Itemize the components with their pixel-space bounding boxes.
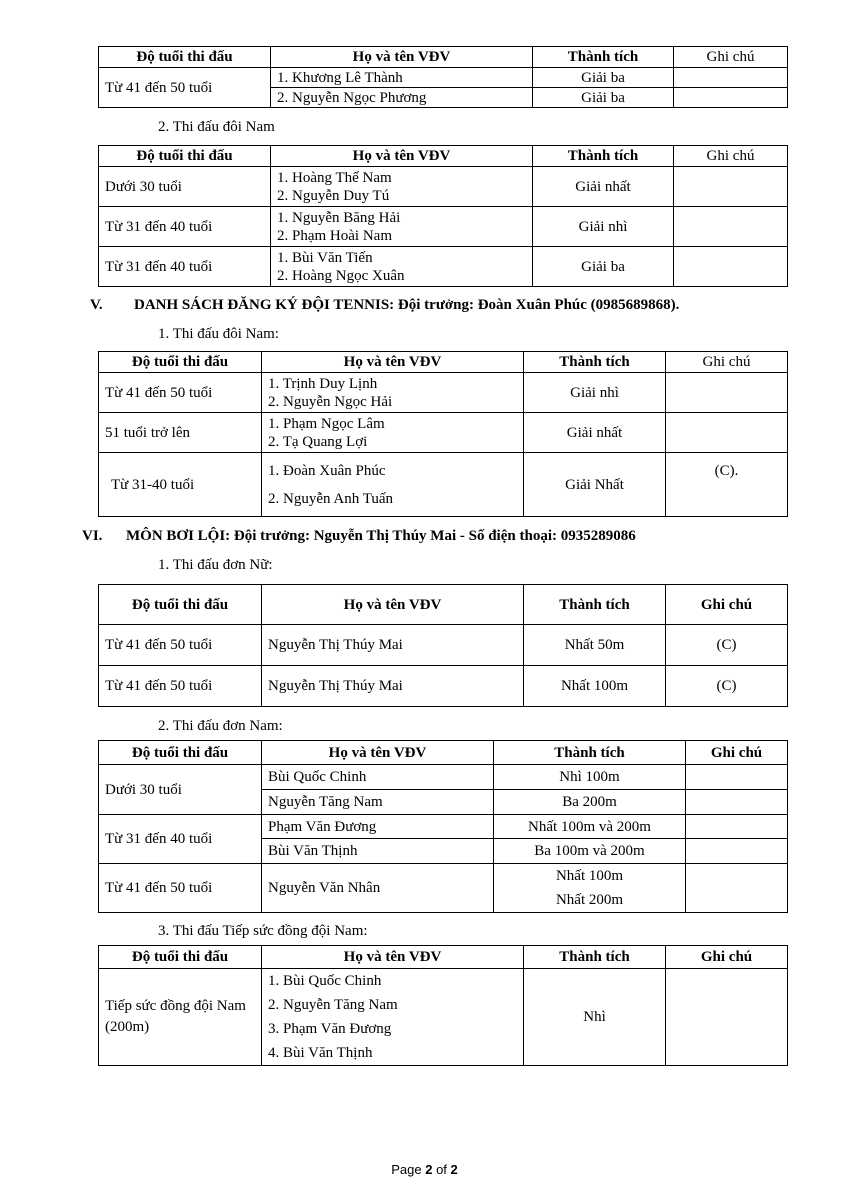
table-row [99,765,788,790]
table-doi-nu-tennis-cont [98,46,788,108]
section-heading-tennis: V. DANH SÁCH ĐĂNG KÝ ĐỘI TENNIS: Đội trưởng: Đoàn Xuân Phúc (0985689868). [90,297,680,313]
note-cell [674,68,788,88]
subheading-tiep-suc: 3. Thi đấu Tiếp sức đồng đội Nam: [158,923,368,939]
table-doi-nam [98,145,788,287]
header-name: Họ và tên VĐV [262,352,524,373]
note-cell [686,864,788,913]
note-cell [674,207,788,247]
result-cell: Giải ba [533,68,674,88]
age-cell: Từ 31 đến 40 tuổi [99,247,271,287]
table-don-nu [98,584,788,707]
header-note: Ghi chú [666,946,788,969]
header-name: Họ và tên VĐV [271,146,533,167]
table-row [99,969,788,1066]
table-tiep-suc [98,945,788,1066]
age-cell: Tiếp sức đồng đội Nam (200m) [99,969,262,1066]
header-result: Thành tích [533,146,674,167]
header-name: Họ và tên VĐV [262,946,524,969]
name-cell: Bùi Văn Thịnh [262,839,494,864]
table-row [99,373,788,413]
page-total: 2 [450,1162,458,1177]
age-cell: Từ 41 đến 50 tuổi [99,864,262,913]
age-cell: Từ 31-40 tuổi [99,453,262,517]
subheading-don-nam: 2. Thi đấu đơn Nam: [158,718,283,734]
result-cell: Giải ba [533,247,674,287]
age-cell: 51 tuổi trở lên [99,413,262,453]
result-cell: Giải nhất [533,167,674,207]
result-cell: Nhất 100m và 200m [494,815,686,839]
note-cell [674,247,788,287]
name-cell: Nguyễn Văn Nhân [262,864,494,913]
result-cell: Giải Nhất [524,453,666,517]
note-cell: (C) [666,666,788,707]
name-cell: Phạm Văn Đương [262,815,494,839]
note-cell [666,413,788,453]
result-cell: Nhất 100m [524,666,666,707]
header-note: Ghi chú [674,47,788,68]
of-label: of [436,1162,447,1177]
note-cell [666,969,788,1066]
age-cell: Dưới 30 tuổi [99,765,262,815]
header-result: Thành tích [524,585,666,625]
subheading-tennis-doi-nam: 1. Thi đấu đôi Nam: [158,326,279,342]
table-row [99,207,788,247]
header-age: Độ tuổi thi đấu [99,47,271,68]
note-cell [674,88,788,108]
result-cell: Ba 100m và 200m [494,839,686,864]
age-cell: Từ 41 đến 50 tuổi [99,625,262,666]
header-name: Họ và tên VĐV [271,47,533,68]
result-cell: Nhất 50m [524,625,666,666]
table-row [99,864,788,913]
table-row [99,625,788,666]
header-age: Độ tuổi thi đấu [99,741,262,765]
name-cell: 2. Nguyễn Ngọc Phương [271,88,533,108]
result-cell: Ba 200m [494,790,686,815]
result-cell: Nhì 100m [494,765,686,790]
header-note: Ghi chú [666,585,788,625]
header-name: Họ và tên VĐV [262,741,494,765]
header-note: Ghi chú [686,741,788,765]
subheading-don-nu: 1. Thi đấu đơn Nữ: [158,557,273,573]
table-tennis [98,351,788,517]
name-cell: 1. Hoàng Thế Nam 2. Nguyễn Duy Tú [271,167,533,207]
name-cell: 1. Bùi Quốc Chinh 2. Nguyễn Tăng Nam 3. Phạm Văn Đương 4. Bùi Văn Thịnh [262,969,524,1066]
table-row [99,666,788,707]
age-cell: Từ 31 đến 40 tuổi [99,207,271,247]
name-cell: 1. Nguyễn Băng Hải 2. Phạm Hoài Nam [271,207,533,247]
table-row [99,247,788,287]
header-age: Độ tuổi thi đấu [99,585,262,625]
header-result: Thành tích [524,946,666,969]
result-cell: Nhì [524,969,666,1066]
name-cell: Nguyễn Tăng Nam [262,790,494,815]
page-number: 2 [425,1162,433,1177]
name-cell: 1. Bùi Văn Tiến 2. Hoàng Ngọc Xuân [271,247,533,287]
note-cell [666,373,788,413]
header-age: Độ tuổi thi đấu [99,352,262,373]
table-row [99,815,788,839]
note-cell: (C) [666,625,788,666]
header-note: Ghi chú [674,146,788,167]
name-cell: 1. Đoàn Xuân Phúc 2. Nguyễn Anh Tuấn [262,453,524,517]
header-name: Họ và tên VĐV [262,585,524,625]
age-cell: Dưới 30 tuổi [99,167,271,207]
note-cell [686,839,788,864]
header-result: Thành tích [533,47,674,68]
note-cell [686,815,788,839]
name-cell: Nguyễn Thị Thúy Mai [262,666,524,707]
age-cell: Từ 31 đến 40 tuổi [99,815,262,864]
page-footer [0,1162,849,1177]
table-row [99,413,788,453]
subheading-doi-nam: 2. Thi đấu đôi Nam [158,119,275,135]
name-cell: Bùi Quốc Chinh [262,765,494,790]
age-cell: Từ 41 đến 50 tuổi [99,373,262,413]
header-age: Độ tuổi thi đấu [99,946,262,969]
result-cell: Giải nhì [533,207,674,247]
note-cell: (C). [666,453,788,517]
header-age: Độ tuổi thi đấu [99,146,271,167]
table-row [99,453,788,517]
result-cell: Giải nhất [524,413,666,453]
name-cell: 1. Trịnh Duy Lịnh 2. Nguyễn Ngọc Hải [262,373,524,413]
header-result: Thành tích [494,741,686,765]
table-row [99,167,788,207]
note-cell [686,790,788,815]
section-heading-swimming: VI. MÔN BƠI LỘI: Đội trưởng: Nguyễn Thị Thúy Mai - Số điện thoại: 0935289086 [82,528,636,544]
page-label: Page [391,1162,422,1177]
table-don-nam [98,740,788,913]
result-cell: Giải nhì [524,373,666,413]
result-cell: Nhất 100m Nhất 200m [494,864,686,913]
name-cell: 1. Phạm Ngọc Lâm 2. Tạ Quang Lợi [262,413,524,453]
name-cell: 1. Khương Lê Thành [271,68,533,88]
header-note: Ghi chú [666,352,788,373]
note-cell [686,765,788,790]
result-cell: Giải ba [533,88,674,108]
age-cell: Từ 41 đến 50 tuổi [99,666,262,707]
note-cell [674,167,788,207]
header-result: Thành tích [524,352,666,373]
name-cell: Nguyễn Thị Thúy Mai [262,625,524,666]
age-cell: Từ 41 đến 50 tuổi [99,68,271,108]
